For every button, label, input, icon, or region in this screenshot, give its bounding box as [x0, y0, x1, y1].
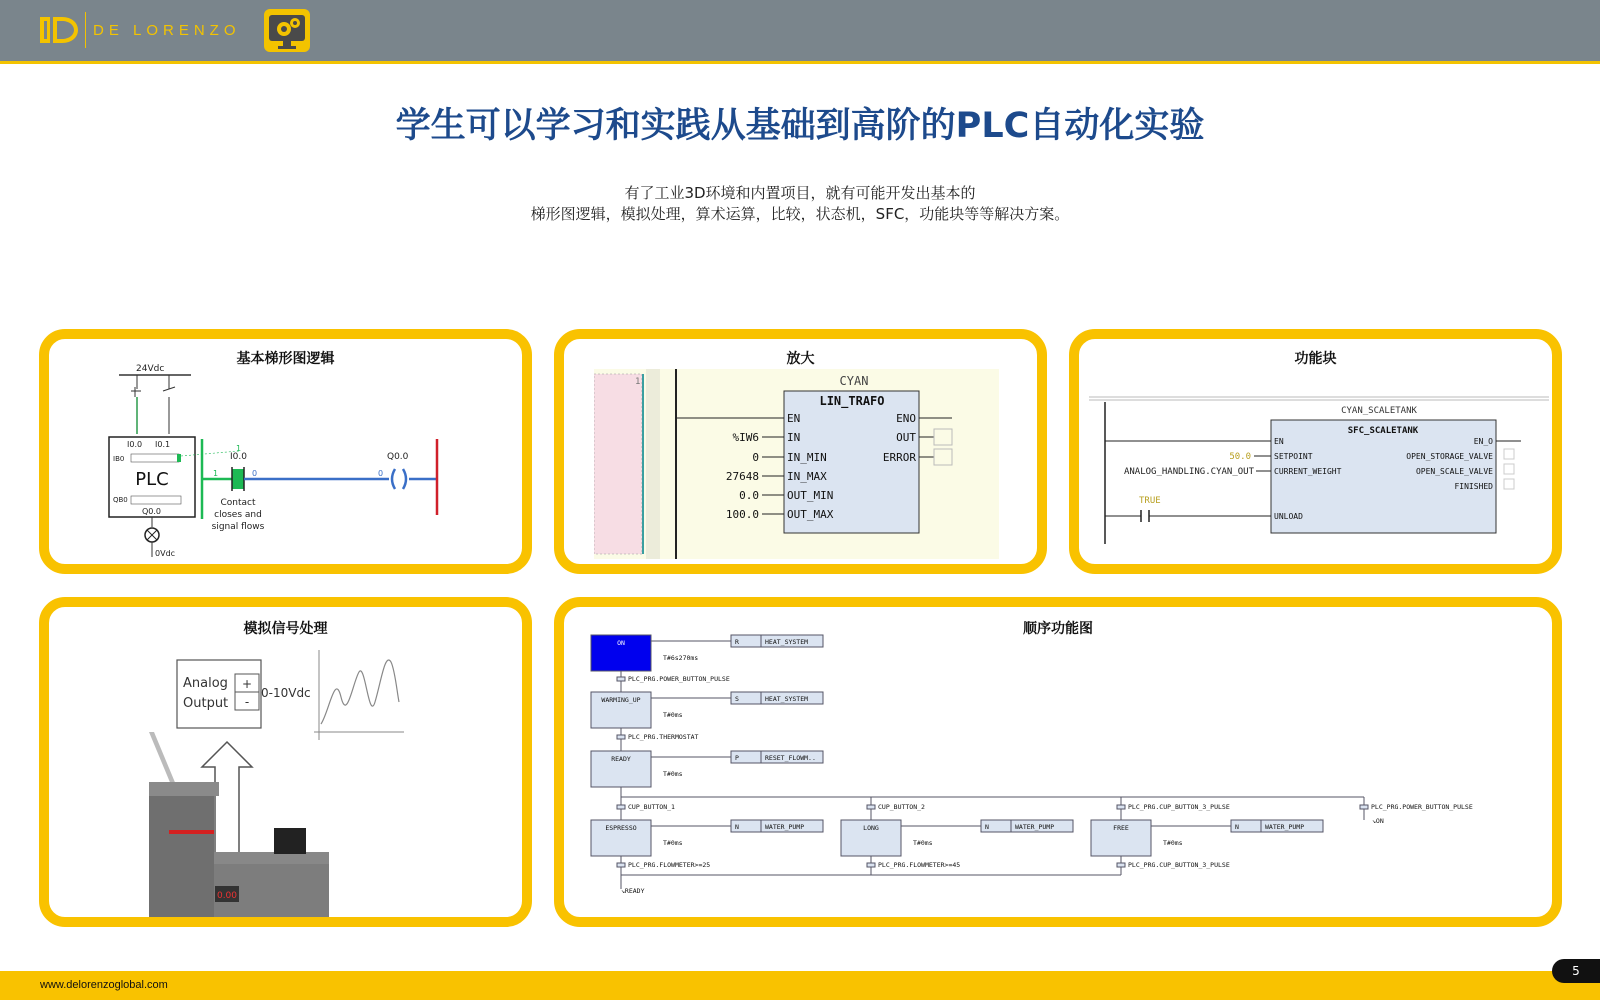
rung-mid-value: 0 — [252, 469, 258, 478]
sfc-transition — [867, 805, 875, 809]
scale-input-value: %IW6 — [732, 431, 759, 444]
cup-icon — [274, 828, 306, 854]
sfc-step-time: T#0ms — [663, 770, 683, 778]
sfc-action-qualifier: R — [735, 638, 739, 646]
fb-input-pin: SETPOINT — [1274, 452, 1313, 461]
header-bar — [0, 0, 1600, 64]
card-scale — [554, 329, 1047, 574]
sfc-transition — [617, 863, 625, 867]
sfc-step-label: READY — [611, 755, 631, 763]
scale-input-value: 0.0 — [739, 489, 759, 502]
qb0-label: QB0 — [113, 496, 128, 504]
fb-output-pin: OPEN_STORAGE_VALVE — [1406, 452, 1493, 461]
gear-monitor-icon[interactable] — [264, 9, 310, 52]
scale-function-block — [594, 369, 999, 559]
sfc-transition-label: PLC_PRG.CUP_BUTTON_3_PULSE — [1128, 861, 1230, 869]
fb-instance: CYAN_SCALETANK — [1341, 406, 1417, 416]
sfc-transition-label: PLC_PRG.THERMOSTAT — [628, 733, 699, 741]
sfc-action-name: RESET_FLOWM.. — [765, 754, 816, 762]
sfc-step-time: T#0ms — [1163, 839, 1183, 847]
sfc-transition-label: CUP_BUTTON_2 — [878, 803, 925, 811]
scale-input-pin: OUT_MIN — [787, 489, 834, 502]
fb-output-pin: OPEN_SCALE_VALVE — [1415, 467, 1493, 476]
sfc-transition — [617, 735, 625, 739]
supply-label: 24Vdc — [136, 364, 165, 374]
fb-type: SFC_SCALETANK — [1347, 426, 1419, 436]
sfc-transition-label: PLC_PRG.CUP_BUTTON_3_PULSE — [1128, 803, 1230, 811]
sfc-step-label: ON — [617, 639, 625, 647]
coil-value: 0 — [378, 469, 384, 478]
scale-output-pin: ENO — [896, 412, 916, 425]
sfc-action-name: WATER_PUMP — [765, 823, 805, 831]
sfc-transition — [1117, 863, 1125, 867]
sfc-transition — [1117, 805, 1125, 809]
footer-url[interactable]: www.delorenzoglobal.com — [40, 979, 168, 991]
output-label: Q0.0 — [142, 507, 162, 516]
sfc-step-label: ESPRESSO — [605, 824, 637, 832]
input-label-0: I0.0 — [127, 440, 143, 449]
fb-diagram — [1089, 394, 1549, 544]
rung-left-value: 1 — [213, 469, 219, 478]
range-label: 0-10Vdc — [261, 686, 311, 700]
sfc-transition-label: CUP_BUTTON_1 — [628, 803, 675, 811]
logo-divider — [85, 12, 86, 48]
sfc-transition-label: PLC_PRG.FLOWMETER>=45 — [878, 861, 961, 869]
gear-icon — [264, 9, 310, 52]
card-title-analog: 模拟信号处理 — [243, 621, 328, 637]
analog-label-1: Analog — [183, 676, 228, 691]
sfc-step-label: LONG — [863, 824, 879, 832]
weight-source: ANALOG_HANDLING.CYAN_OUT — [1123, 467, 1254, 477]
plus-terminal: + — [241, 677, 253, 691]
subtitle-line-2: 梯形图逻辑，模拟处理，算术运算，比较，状态机，SFC，功能块等等解决方案。 — [530, 205, 1070, 223]
sfc-step-time: T#6s270ms — [663, 654, 699, 662]
scale-input-pin: OUT_MAX — [787, 508, 834, 521]
card-title-fb: 功能块 — [1294, 351, 1337, 367]
footer-bar — [0, 971, 1600, 1000]
sfc-step-label: FREE — [1113, 824, 1129, 832]
ground-label: 0Vdc — [155, 549, 176, 558]
sfc-action-qualifier: S — [735, 695, 739, 703]
block-type: LIN_TRAFO — [819, 394, 885, 408]
page-subtitle — [0, 183, 1600, 225]
card-title-sfc: 顺序功能图 — [1023, 621, 1093, 637]
page-title: 学生可以学习和实践从基础到高阶的PLC自动化实验 — [395, 106, 1205, 146]
machine-body — [149, 792, 214, 917]
fb-body — [1271, 420, 1496, 533]
fb-input-pin: UNLOAD — [1274, 512, 1303, 521]
sfc-action-name: HEAT_SYSTEM — [765, 695, 809, 703]
unload-contact-value: TRUE — [1139, 496, 1161, 506]
subtitle-line-1: 有了工业3D环境和内置项目，就有可能开发出基本的 — [624, 184, 976, 202]
plc-label: PLC — [135, 469, 169, 490]
dl-monogram-icon — [38, 14, 80, 46]
contact-closed-icon — [232, 469, 244, 489]
scale-input-value: 100.0 — [725, 508, 759, 521]
sfc-action-name: WATER_PUMP — [1265, 823, 1305, 831]
scale-input-value: 0 — [752, 451, 759, 464]
fb-output-pin: FINISHED — [1454, 482, 1493, 491]
card-sfc — [554, 597, 1562, 927]
page-number: 5 — [1552, 959, 1600, 983]
sfc-action-qualifier: N — [1235, 823, 1239, 831]
card-analog — [39, 597, 532, 927]
sfc-transition-label: PLC_PRG.POWER_BUTTON_PULSE — [628, 675, 730, 683]
fb-input-pin: EN — [1274, 437, 1284, 446]
minus-terminal: - — [244, 695, 250, 709]
scale-input-value: 27648 — [725, 470, 759, 483]
sfc-action-qualifier: P — [735, 754, 739, 762]
note-line-1: Contact — [220, 498, 256, 508]
scale-input-pin: IN_MIN — [787, 451, 827, 464]
sfc-jump-ready: ↘READY — [621, 887, 645, 895]
analog-diagram — [149, 642, 419, 917]
sfc-transition — [867, 863, 875, 867]
scale-input-pin: IN — [787, 431, 801, 444]
setpoint-value: 50.0 — [1229, 452, 1251, 462]
scale-input-pin: IN_MAX — [787, 470, 827, 483]
block-instance: CYAN — [839, 374, 869, 388]
card-function-block — [1069, 329, 1562, 574]
sfc-step-time: T#0ms — [663, 711, 683, 719]
sfc-step-label: WARMING_UP — [601, 696, 641, 704]
card-title-ladder: 基本梯形图逻辑 — [236, 351, 335, 367]
sfc-transition-label: PLC_PRG.POWER_BUTTON_PULSE — [1371, 803, 1473, 811]
scale-output-pin: ERROR — [882, 451, 916, 464]
brand-name: DE LORENZO — [93, 22, 241, 39]
sfc-transition-label: PLC_PRG.FLOWMETER>=25 — [628, 861, 711, 869]
input-label-1: I0.1 — [155, 440, 171, 449]
sfc-transition — [617, 677, 625, 681]
sfc-action-qualifier: N — [735, 823, 739, 831]
fb-input-pin: CURRENT_WEIGHT — [1274, 467, 1342, 476]
sfc-action-name: HEAT_SYSTEM — [765, 638, 809, 646]
ib0-label: IB0 — [113, 455, 125, 463]
ladder-diagram — [99, 359, 519, 569]
sfc-transition — [617, 805, 625, 809]
scale-output-pin: OUT — [896, 431, 916, 444]
rung-number: 1 — [635, 377, 641, 387]
sfc-action-qualifier: N — [985, 823, 989, 831]
contact-bit-value: 1 — [236, 444, 242, 453]
card-title-scale: 放大 — [786, 351, 815, 367]
sfc-step-time: T#0ms — [663, 839, 683, 847]
card-ladder-logic — [39, 329, 532, 574]
sfc-step-time: T#0ms — [913, 839, 933, 847]
sfc-jump-on: ↘ON — [1372, 817, 1384, 825]
coil-icon — [392, 469, 395, 489]
sfc-diagram — [579, 627, 1562, 907]
scale-input-pin: EN — [787, 412, 801, 425]
sfc-transition — [1360, 805, 1368, 809]
coil-address: Q0.0 — [387, 452, 409, 462]
machine-display: 0.00 — [216, 891, 238, 901]
note-line-2: closes and — [214, 510, 262, 520]
analog-label-2: Output — [183, 696, 229, 711]
contact-address: I0.0 — [230, 452, 247, 462]
note-line-3: signal flows — [211, 522, 265, 532]
fb-output-pin: EN_O — [1473, 437, 1493, 446]
sfc-action-name: WATER_PUMP — [1015, 823, 1055, 831]
